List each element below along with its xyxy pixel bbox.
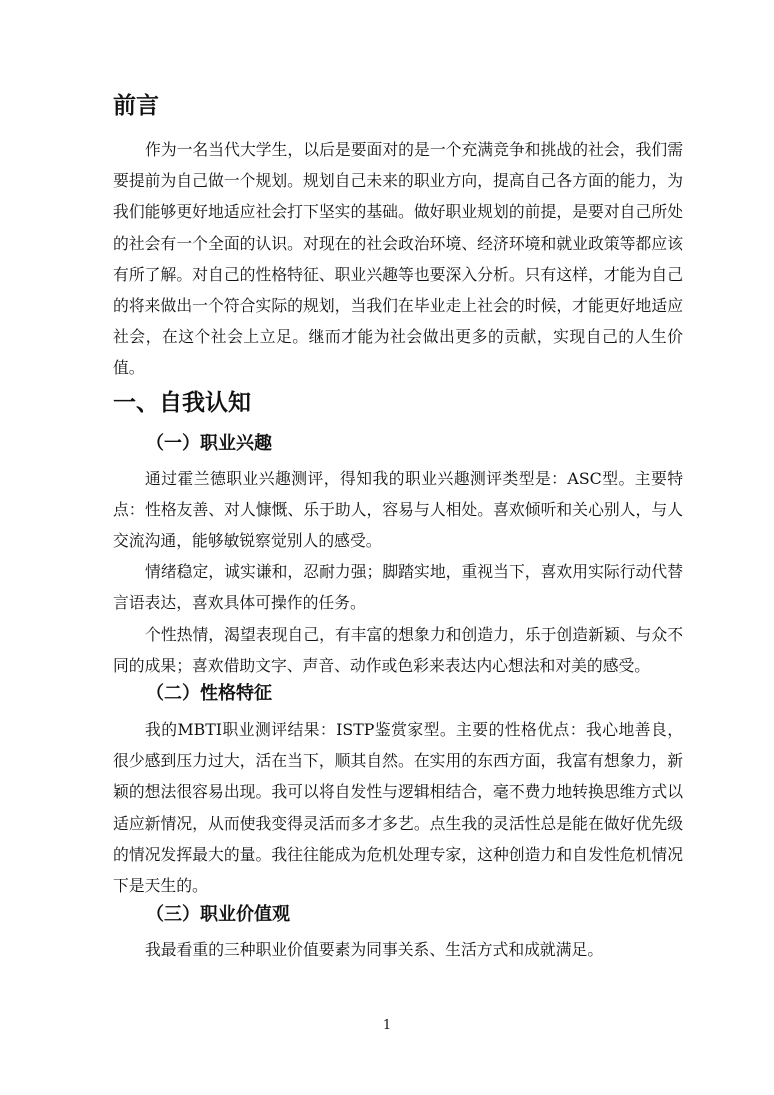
career-interest-paragraph-1: 通过霍兰德职业兴趣测评，得知我的职业兴趣测评类型是：ASC型。主要特点： — [113, 469, 683, 520]
page-number: 1 — [382, 1018, 392, 1033]
career-values-heading: （三）职业价值观 — [146, 904, 290, 925]
self-cognition-heading: 一、自我认知 — [113, 390, 251, 416]
career-interest-paragraph-3: 情绪稳定，诚实谦和，忍耐力强；脚踏实地，重视当下，喜欢用实际行动代替言语表达，喜欢具体可操作的任务。 — [113, 562, 683, 613]
preface-paragraph: 作为一名当代大学生，以后是要面对的是一个充满竞争和挑战的社会，我们需要提前为自己做一个规划。规划自己未来的职业方向，提高自己各方面的能力，为我们能够更好地适应社会打下坚实的基础。做好职业规划的前提，是要对自己所处的社会有一个全面的认识。对现在的社会政治环境、经济环境和就业政策等都应该有所了解。对自己的性格特征、职业兴趣等也要深入分析。只有这样，才能为自己的将来做出一个符合实际的规划，当我们在毕业走上社会的时候，才能更好地适应社会，在这个社会上立足。继而才能为社会做出更多的贡献，实现自己的人生价值。 — [113, 140, 683, 378]
career-interest-paragraph-2: 性格友善、对人慷慨、乐于助人，容易与人相处。喜欢倾听和关心别人，与人交流沟通，能够敏锐察觉别人的感受。 — [113, 500, 683, 551]
career-interest-heading: （一）职业兴趣 — [146, 433, 272, 454]
personality-paragraph: 我的MBTI职业测评结果：ISTP鉴赏家型。主要的性格优点：我心地善良，很少感到压力过大，活在当下，顺其自然。在实用的东西方面，我富有想象力，新颖的想法很容易出现。我可以将自发性与逻辑相结合，毫不费力地转换思维方式以适应新情况，从而使我变得灵活而多才多艺。点生我的灵活性总是能在做好优先级的情况发挥最大的量。我往往能成为危机处理专家，这种创造力和自发性危机情况下是天生的。 — [113, 720, 683, 896]
preface-heading: 前言 — [113, 93, 159, 119]
personality-heading: （二）性格特征 — [146, 683, 272, 704]
career-interest-paragraph-4: 个性热情，渴望表现自己，有丰富的想象力和创造力，乐于创造新颖、与众不同的成果；喜欢借助文字、声音、动作或色彩来表达内心想法和对美的感受。 — [113, 625, 683, 676]
career-values-paragraph: 我最看重的三种职业价值要素为同事关系、生活方式和成就满足。 — [145, 940, 604, 959]
